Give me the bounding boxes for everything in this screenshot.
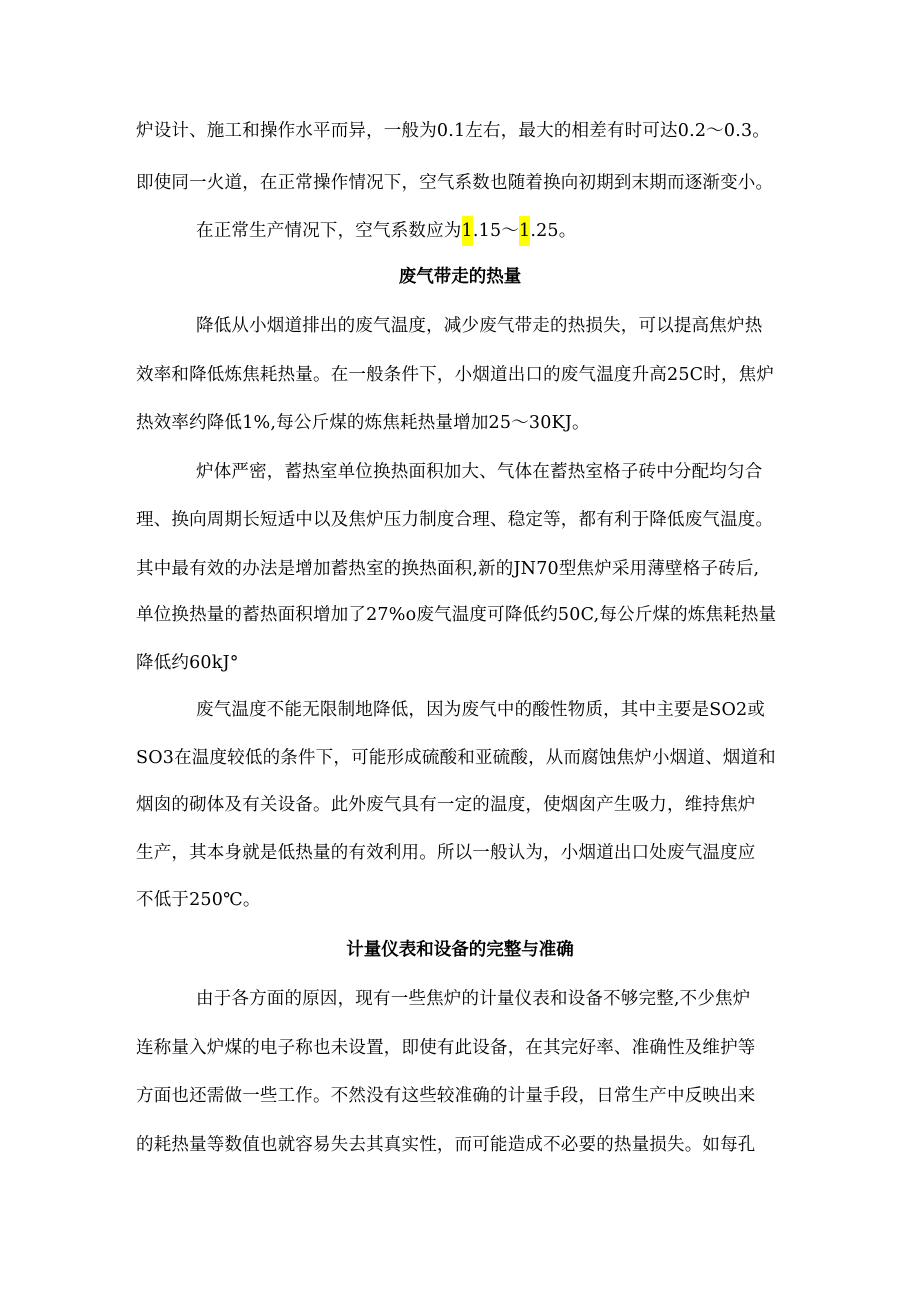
paragraph-text: 在正常生产情况下，空气系数应为: [196, 221, 462, 241]
paragraph-line: SO3在温度较低的条件下，可能形成硫酸和亚硫酸，从而腐蚀焦炉小烟道、烟道和: [136, 748, 776, 768]
paragraph-line: 效率和降低炼焦耗热量。在一般条件下，小烟道出口的废气温度升高25C时，焦炉: [136, 365, 775, 385]
paragraph-line: 生产，其本身就是低热量的有效利用。所以一般认为，小烟道出口处废气温度应: [136, 843, 756, 863]
paragraph-line: 降低从小烟道排出的废气温度，减少废气带走的热损失，可以提高焦炉热: [196, 316, 763, 336]
paragraph-line: 炉设计、施工和操作水平而异，一般为0.1左右，最大的相差有时可达0.2～0.3。: [136, 121, 770, 141]
paragraph-line: 炉体严密，蓄热室单位换热面积加大、气体在蓄热室格子砖中分配均匀合: [196, 462, 763, 482]
paragraph-line: 的耗热量等数值也就容易失去其真实性，而可能造成不必要的热量损失。如每孔: [136, 1135, 756, 1155]
paragraph-line: 不低于250℃。: [136, 890, 261, 910]
highlighted-text: 1: [519, 216, 530, 246]
section-heading: 计量仪表和设备的完整与准确: [346, 940, 574, 960]
paragraph-line: 连称量入炉煤的电子称也未设置，即使有此设备，在其完好率、准确性及维护等: [136, 1038, 756, 1058]
paragraph-line: 理、换向周期长短适中以及焦炉压力制度合理、稳定等，都有利于降低废气温度。: [136, 510, 774, 530]
paragraph-line: 其中最有效的办法是增加蓄热室的换热面积,新的JN70型焦炉采用薄壁格子砖后,: [136, 559, 760, 579]
paragraph-text: .25。: [530, 221, 577, 241]
paragraph-line: 单位换热量的蓄热面积增加了27%o废气温度可降低约50C,每公斤煤的炼焦耗热量: [136, 605, 777, 625]
paragraph-line: 烟囱的砌体及有关设备。此外废气具有一定的温度，使烟囱产生吸力，维持焦炉: [136, 795, 756, 815]
highlighted-text: 1: [462, 216, 473, 246]
paragraph-text: .15～: [472, 221, 519, 241]
paragraph-line: 废气温度不能无限制地降低，因为废气中的酸性物质，其中主要是SO2或: [196, 700, 766, 720]
paragraph-air-coefficient: [196, 218, 856, 244]
paragraph-line: 方面也还需做一些工作。不然没有这些较准确的计量手段，日常生产中反映出来: [136, 1086, 756, 1106]
paragraph-line: 即使同一火道，在正常操作情况下，空气系数也随着换向初期到末期而逐渐变小。: [136, 173, 774, 193]
paragraph-line: 由于各方面的原因，现有一些焦炉的计量仪表和设备不够完整,不少焦炉: [196, 989, 751, 1009]
section-heading: 废气带走的热量: [398, 267, 522, 287]
paragraph-line: 热效率约降低1%,每公斤煤的炼焦耗热量增加25～30KJ。: [136, 413, 590, 433]
paragraph-line: 降低约60kJ°: [136, 653, 239, 673]
